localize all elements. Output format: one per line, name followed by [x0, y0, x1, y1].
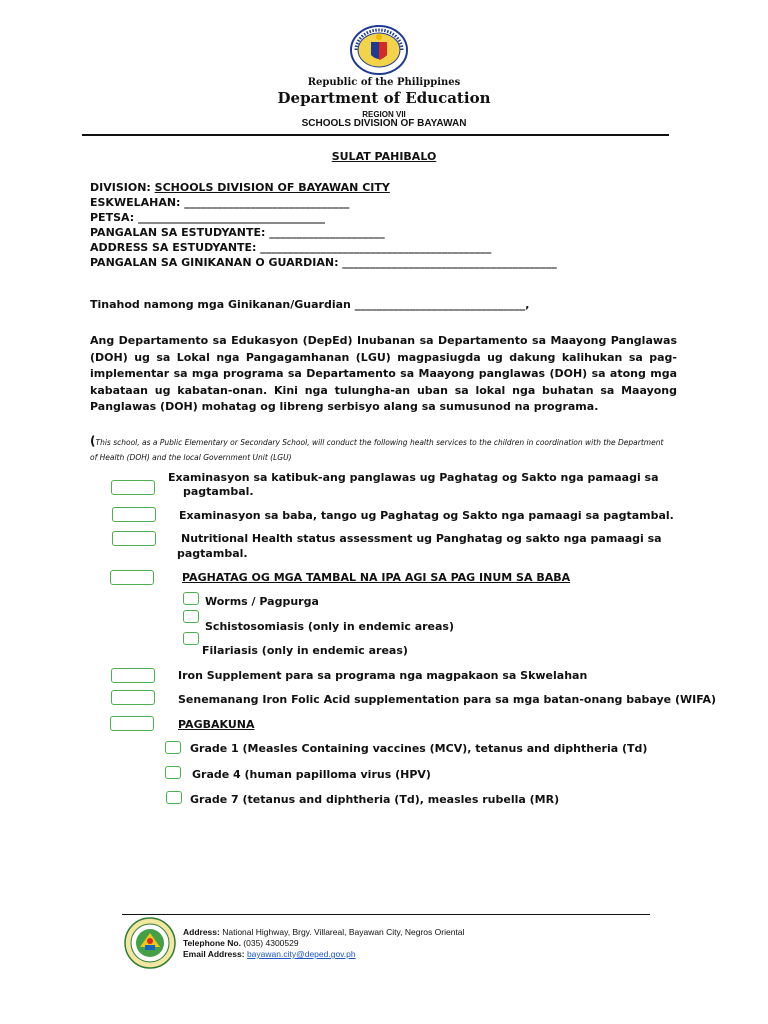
republic-heading: Republic of the Philippines [307, 77, 461, 88]
email-label: Email Address: [183, 949, 245, 959]
item-exam-mouth: Examinasyon sa baba, tango ug Paghatag og Sakto nga pamaagi sa pagtambal. [179, 509, 674, 522]
checkbox-exam-health[interactable] [111, 480, 155, 495]
greeting-line: Tinahod namong mga Ginikanan/Guardian _______________________________, [90, 298, 530, 311]
footer-email-line [183, 949, 464, 960]
item-grade7: Grade 7 (tetanus and diphtheria (Td), measles rubella (MR) [190, 793, 560, 806]
item-filariasis: Filariasis (only in endemic areas) [202, 644, 408, 657]
header-divider [82, 134, 669, 136]
checkbox-grade4[interactable] [165, 766, 181, 779]
item-wifa: Senemanang Iron Folic Acid supplementation para sa mga batan-onang babaye (WIFA) [178, 693, 716, 706]
item-grade1: Grade 1 (Measles Containing vaccines (MCV), tetanus and diphtheria (Td) [190, 742, 648, 755]
checkbox-nutrition[interactable] [112, 531, 156, 546]
item-vaccination: PAGBAKUNA [178, 718, 255, 731]
english-note [90, 434, 670, 465]
checkbox-grade7[interactable] [166, 791, 182, 804]
intro-paragraph: Ang Departamento sa Edukasyon (DepEd) Inubanan sa Departamento sa Maayong Panglawas (DOH) ug sa Lokal nga Pangagamhanan (LGU) magpasiugda ug dakung kalihukan sa pag-implementar sa mga programa sa Departamento sa Maayong panglawas (DOH) sa atong mga kabataan ug kabatan-onan. Kini nga tulungha-an uban sa lokal nga buhatan sa Maayong Panglawas (DOH) mohatag og libreng serbisyo alang sa sumusunod na programa. [90, 334, 677, 413]
student-name-field[interactable]: PANGALAN SA ESTUDYANTE: _____________________ [90, 226, 385, 239]
division-heading: SCHOOLS DIVISION OF BAYAWAN [301, 118, 467, 129]
item-iron: Iron Supplement para sa programa nga magpakaon sa Skwelahan [178, 669, 588, 682]
checkbox-exam-mouth[interactable] [112, 507, 156, 522]
item-nutrition-line1: Nutritional Health status assessment ug Panghatag og sakto nga pamaagi sa [181, 532, 662, 545]
checkbox-filariasis[interactable] [183, 632, 199, 645]
address-text: National Highway, Brgy. Villareal, Bayawan City, Negros Oriental [219, 927, 465, 937]
deped-seal-icon [350, 25, 408, 75]
address-label: Address: [183, 927, 220, 937]
item-grade4: Grade 4 (human papilloma virus (HPV) [192, 768, 431, 781]
school-field[interactable]: ESKWELAHAN: ______________________________ [90, 196, 350, 209]
note-paren: ( [90, 434, 96, 448]
item-exam-health-line2: pagtambal. [183, 485, 254, 498]
document-title: SULAT PAHIBALO [331, 150, 437, 163]
item-exam-health-line1: Examinasyon sa katibuk-ang panglawas ug Paghatag og Sakto nga pamaagi sa [168, 471, 659, 484]
footer-address-line [183, 927, 464, 938]
student-address-field[interactable]: ADDRESS SA ESTUDYANTE: __________________________________________ [90, 241, 492, 254]
footer-divider [122, 914, 650, 915]
phone-text: (035) 4300529 [240, 938, 299, 948]
checkbox-grade1[interactable] [165, 741, 181, 754]
phone-label: Telephone No. [183, 938, 241, 948]
division-field [90, 181, 390, 194]
item-nutrition-line2: pagtambal. [177, 547, 248, 560]
checkbox-vaccination[interactable] [110, 716, 154, 731]
item-worms: Worms / Pagpurga [205, 595, 319, 608]
region-heading: REGION VII [362, 110, 406, 119]
item-oral-meds: PAGHATAG OG MGA TAMBAL NA IPA AGI SA PAG INUM SA BABA [182, 571, 571, 584]
checkbox-iron[interactable] [111, 668, 155, 683]
footer-contact [183, 927, 464, 960]
item-schisto: Schistosomiasis (only in endemic areas) [205, 620, 454, 633]
guardian-name-field[interactable]: PANGALAN SA GINIKANAN O GUARDIAN: _______________________________________ [90, 256, 557, 269]
date-field[interactable]: PETSA: __________________________________ [90, 211, 325, 224]
checkbox-worms[interactable] [183, 592, 199, 605]
footer-phone-line [183, 938, 464, 949]
division-label: DIVISION: [90, 181, 155, 194]
checkbox-oral-meds[interactable] [110, 570, 154, 585]
department-heading: Department of Education [277, 89, 491, 107]
division-of-bayawan-city-seal-icon [123, 917, 177, 969]
checkbox-schisto[interactable] [183, 610, 199, 623]
checkbox-wifa[interactable] [111, 690, 155, 705]
note-text: This school, as a Public Elementary or Secondary School, will conduct the following health services to the children in coordination with the Department of Health (DOH) and the local Government Unit (LGU) [90, 438, 664, 462]
email-link[interactable]: bayawan.city@deped.gov.ph [246, 949, 356, 959]
division-value: SCHOOLS DIVISION OF BAYAWAN CITY [154, 181, 390, 194]
